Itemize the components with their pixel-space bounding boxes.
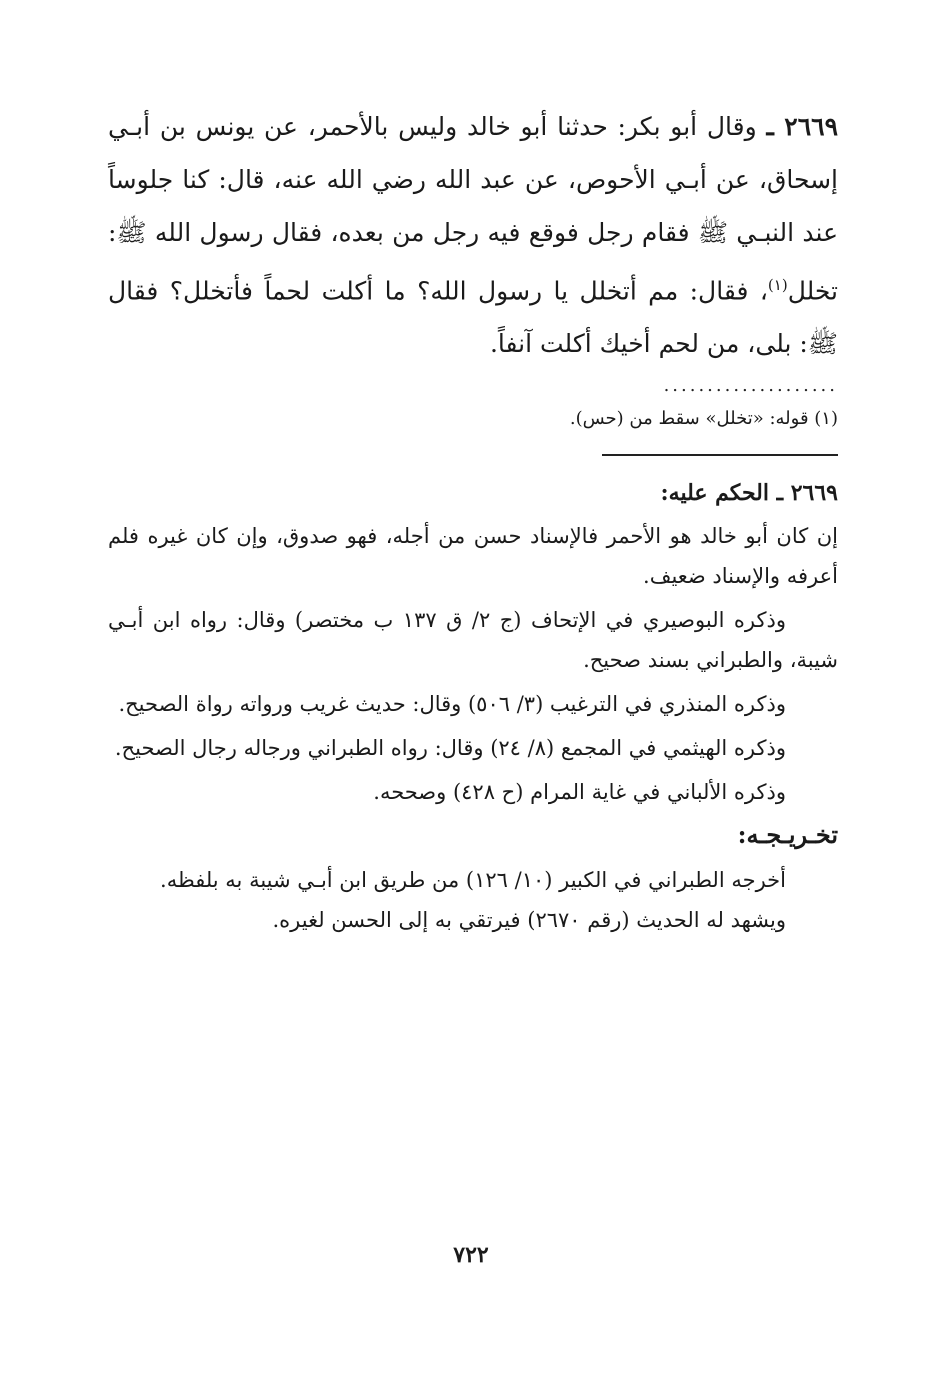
- hadith-body: وقال أبو بكر: حدثنا أبو خالد وليس بالأحمر، عن يونس بن أبـي إسحاق، عن أبـي الأحوص، عن عبد الله رضي الله عنه، قال: كنا جلوساً عند النبـي ﷺ فقام رجل فوقع فيه رجل من بعده، فقال رسول الله ﷺ: تخلل: [108, 112, 838, 306]
- page-number: ٧٢٢: [453, 1242, 489, 1268]
- takhrij-line-2: ويشهد له الحديث (رقم ٢٦٧٠) فيرتقي به إلى الحسن لغيره.: [272, 908, 786, 933]
- footnote-marker: (١): [767, 276, 788, 294]
- takhrij-heading: تخـريـجـه:: [737, 820, 838, 850]
- ruling-paragraph-4: وذكره الهيثمي في المجمع (٨/ ٢٤) وقال: رواه الطبراني ورجاله رجال الصحيح.: [114, 736, 786, 761]
- hadith-body-continued: ، فقال: مم أتخلل يا رسول الله؟ ما أكلت لحماً فأتخلل؟ فقال ﷺ: بلى، من لحم أخيك أكلت آنفاً.: [108, 276, 838, 359]
- hadith-number: ٢٦٦٩ ـ: [766, 112, 838, 141]
- ruling-heading: ٢٦٦٩ ـ الحكم عليه:: [660, 480, 838, 507]
- section-divider: [602, 454, 838, 456]
- ruling-paragraph-2: وذكره البوصيري في الإتحاف (ج ٢/ ق ١٣٧ ب مختصر) وقال: رواه ابن أبـي شيبة، والطبراني بسند صحيح.: [108, 608, 838, 673]
- takhrij-line-1: أخرجه الطبراني في الكبير (١٠/ ١٢٦) من طريق ابن أبـي شيبة به بلفظه.: [160, 868, 786, 893]
- footnote-separator: ....................: [663, 375, 838, 397]
- footnote: (١) قوله: «تخلل» سقط من (حس).: [569, 408, 838, 430]
- ruling-paragraph-5: وذكره الألباني في غاية المرام (ح ٤٢٨) وصححه.: [373, 780, 786, 805]
- ruling-paragraph-1: إن كان أبو خالد هو الأحمر فالإسناد حسن من أجله، فهو صدوق، وإن كان غيره فلم أعرفه والإسناد ضعيف.: [108, 524, 838, 589]
- hadith-text: [108, 100, 838, 370]
- document-page: [108, 100, 838, 940]
- ruling-paragraph-3: وذكره المنذري في الترغيب (٣/ ٥٠٦) وقال: حديث غريب ورواته رواة الصحيح.: [118, 692, 786, 717]
